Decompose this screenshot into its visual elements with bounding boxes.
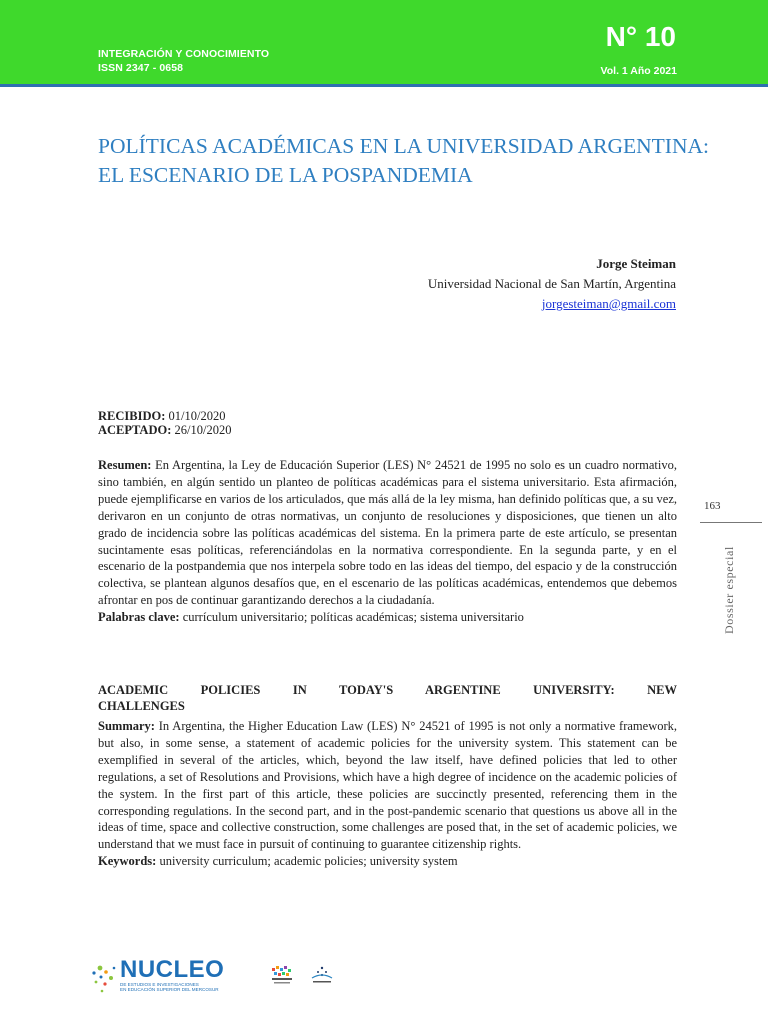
abstract-es bbox=[98, 457, 677, 626]
journal-info bbox=[98, 47, 269, 75]
section-label: Dossier especial bbox=[722, 546, 736, 634]
received-label: RECIBIDO: bbox=[98, 409, 166, 423]
mercosur-logo bbox=[266, 962, 346, 994]
abstract-paragraph bbox=[98, 457, 677, 609]
english-title bbox=[98, 682, 677, 714]
journal-name: INTEGRACIÓN Y CONOCIMIENTO bbox=[98, 48, 270, 60]
keywords-paragraph bbox=[98, 609, 677, 626]
received-line bbox=[98, 409, 231, 423]
nucleo-wordmark: NUCLEO bbox=[120, 956, 225, 983]
abstract-text: En Argentina, la Ley de Educación Superior (LES) N° 24521 de 1995 no solo es un cuadro normativo, sino también, en algún sentido un planteo de políticas académicas para el sistema universitario. Esta afirmación, puede ejemplificarse en varios de los articulados, que más allá de la ley misma, han definido políticas que, a su vez, derivaron en un conjunto de otras normativas, un conjunto de resoluciones y disposiciones, que tienen un alto grado de incidencia sobre las políticas académicas del sistema. En la primera parte de este artículo, se presentan sucintamente esas políticas, referenciándolas en la normativa correspondiente. En la segunda parte, y en el escenario de la postpandemia que nos interpela sobre todo en las ideas del tiempo, del espacio y de la construcción colectiva, se plantean algunos desafíos que, en el escenario de las políticas académicas, entendemos que debemos afrontar en pos de continuar garantizando derechos a la ciudadanía. bbox=[98, 458, 678, 608]
journal-issn: ISSN 2347 - 0658 bbox=[98, 62, 184, 74]
sparkle-dots-icon bbox=[90, 957, 120, 997]
author-email-link[interactable]: jorgesteiman@gmail.com bbox=[541, 296, 676, 311]
received-date: 01/10/2020 bbox=[168, 409, 226, 423]
keywords-text: currículum universitario; políticas académicas; sistema universitario bbox=[182, 610, 524, 625]
header-rule bbox=[0, 84, 768, 87]
abstract-label: Resumen: bbox=[98, 458, 152, 472]
english-title-line2: CHALLENGES bbox=[98, 699, 185, 713]
author-affiliation: Universidad Nacional de San Martín, Argentina bbox=[427, 276, 676, 291]
nucleo-subtitle-line2: EN EDUCACIÓN SUPERIOR DEL MERCOSUR bbox=[120, 987, 219, 993]
summary-text: In Argentina, the Higher Education Law (LES) N° 24521 of 1995 is not only a normative framework, but also, in some sense, a statement of academic policies for the university system. This statement can be exemplified in several of the articles, which, beyond the law itself, have defined policies that led to other regulations, a set of Resolutions and Provisions, which have a high degree of incidence on the academic policies of the system. In the first part of this article, these policies are succinctly presented, referencing them in the corresponding regulations. In the second part, and in the post-pandemic scenario that questions us above all in the ideas of time, space and collective construction, some challenges are posed that, in the set of academic policies, we understand that we must face in pursuit of continuing to guarantee citizenship rights. bbox=[98, 719, 678, 852]
author-block bbox=[428, 254, 676, 314]
volume-year: Vol. 1 Año 2021 bbox=[600, 65, 677, 77]
en-keywords-paragraph bbox=[98, 853, 677, 870]
nucleo-subtitle-line1: DE ESTUDIOS E INVESTIGACIONES bbox=[120, 982, 199, 987]
accepted-label: ACEPTADO: bbox=[98, 423, 172, 437]
nucleo-logo bbox=[90, 957, 230, 999]
accepted-date: 26/10/2020 bbox=[174, 423, 232, 437]
mercosur-emblem-icon bbox=[266, 962, 346, 994]
keywords-label: Palabras clave: bbox=[98, 610, 180, 625]
accepted-line bbox=[98, 423, 231, 437]
page-number: 163 bbox=[704, 500, 721, 512]
summary-label: Summary: bbox=[98, 719, 155, 733]
english-title-line1: ACADEMIC POLICIES IN TODAY'S ARGENTINE UNIVERSITY: NEW bbox=[98, 683, 677, 697]
en-keywords-label: Keywords: bbox=[98, 854, 157, 869]
abstract-en bbox=[98, 718, 677, 870]
summary-paragraph bbox=[98, 718, 677, 853]
en-keywords-text: university curriculum; academic policies; university system bbox=[159, 854, 458, 869]
submission-dates bbox=[98, 409, 231, 437]
article-title: POLÍTICAS ACADÉMICAS EN LA UNIVERSIDAD ARGENTINA: EL ESCENARIO DE LA POSPANDEMIA bbox=[98, 134, 709, 187]
issue-number: N° 10 bbox=[605, 21, 676, 52]
margin-rule bbox=[700, 522, 762, 523]
author-name: Jorge Steiman bbox=[596, 256, 676, 271]
nucleo-subtitle bbox=[120, 982, 230, 993]
